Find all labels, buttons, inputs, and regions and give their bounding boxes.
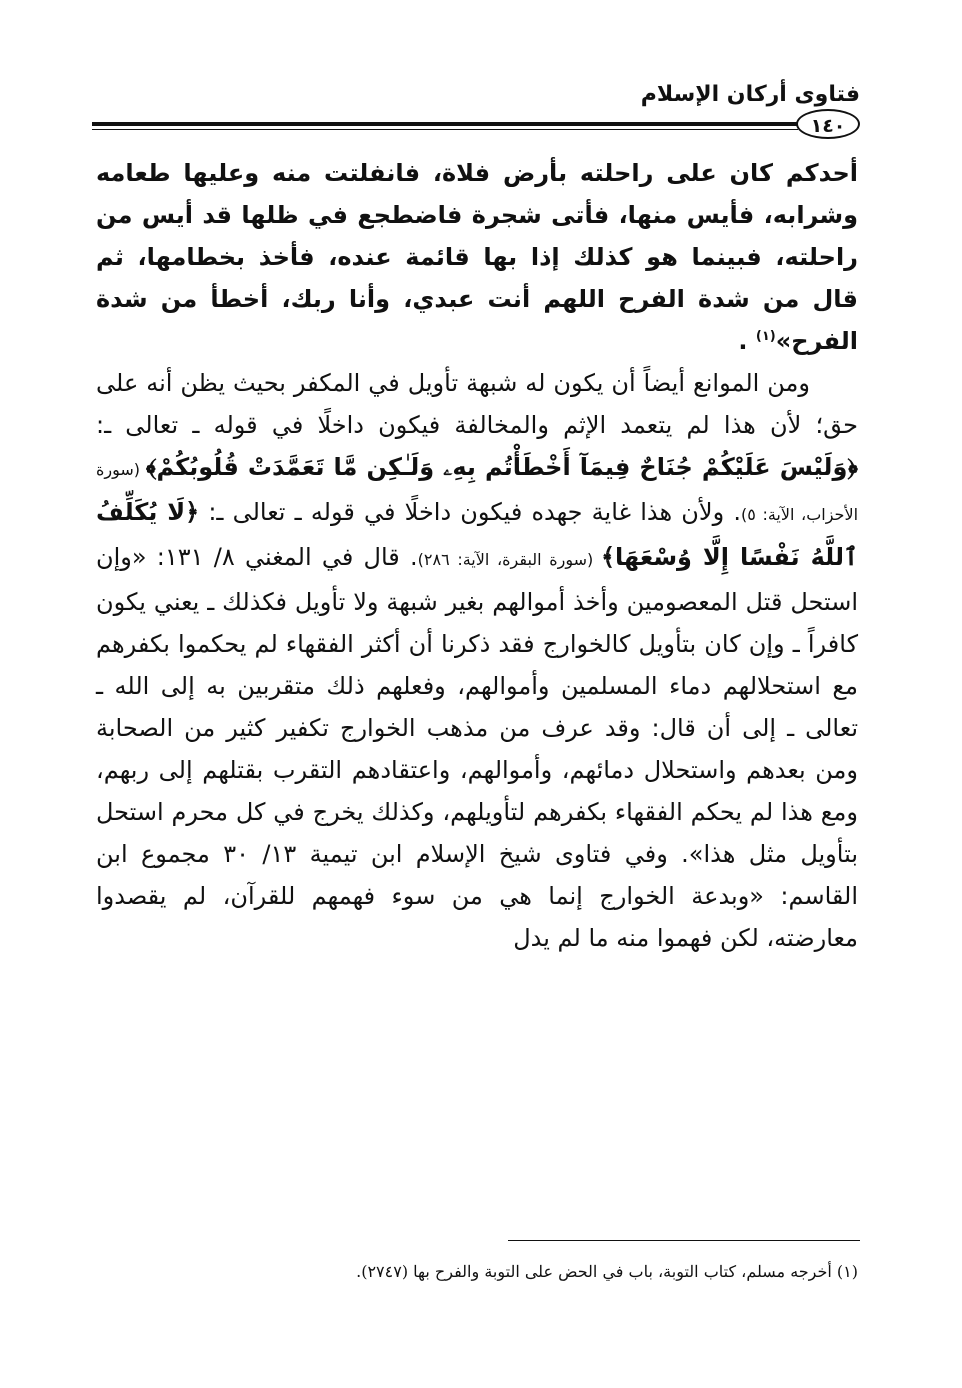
hadith-text: أحدكم كان على راحلته بأرض فلاة، فانفلتت منه وعليها طعامه وشرابه، فأيس منها، فأتى شجرة فاضطجع في ظلها قد أيس من راحلته، فبينما هو كذلك إذا بها قائمة عنده، فأخذ بخطامها، ثم قال من شدة الفرح اللهم أنت عبدي، وأنا ربك، أخطأ من شدة الفرح» — [96, 159, 858, 355]
text-segment: . قال في المغني ٨/ ١٣١: «وإن استحل قتل المعصومين وأخذ أموالهم بغير شبهة ولا تأويل فكذلك ـ يعني يكون كافراً ـ وإن كان بتأويل كالخوارج فقد ذكرنا أن أكثر الفقهاء لم يحكموا بكفرهم مع استحلالهم دماء المسلمين وأموالهم، وفعلهم ذلك متقربين به إلى الله ـ تعالى ـ إلى أن قال: وقد عرف من مذهب الخوارج تكفير كثير من الصحابة ومن بعدهم واستحلال دمائهم، وأموالهم، واعتقادهم التقرب بقتلهم إلى ربهم، ومع هذا لم يحكم الفقهاء بكفرهم لتأويلهم، وكذلك يخرج في كل محرم استحل بتأويل مثل هذا». وفي فتاوى شيخ الإسلام ابن تيمية ١٣/ ٣٠ مجموع ابن القاسم: «وبدعة الخوارج إنما هي من سوء فهمهم للقرآن، لم يقصدوا معارضته، لكن فهموا منه ما لم يدل — [96, 543, 858, 952]
verse-citation: (سورة الأحزاب، الآية: ٥) — [96, 460, 859, 524]
footnote-separator — [508, 1240, 860, 1241]
header-rule — [92, 122, 798, 126]
page-header — [92, 72, 860, 152]
header-rule-thin — [92, 129, 798, 130]
paragraph-obstacles — [96, 362, 858, 959]
main-text — [96, 152, 858, 1234]
page-number: ١٤٠ — [796, 109, 860, 139]
quran-verse: ﴿وَلَيْسَ عَلَيْكُمْ جُنَاحٌ فِيمَآ أَخْطَأْتُم بِهِۦ وَلَـٰكِن مَّا تَعَمَّدَتْ قُلُوبُكُمْ﴾ — [145, 453, 858, 481]
quran-verse: ﴿لَا يُكَلِّفُ ٱللَّهُ نَفْسًا إِلَّا وُسْعَهَا﴾ — [96, 498, 859, 571]
verse-citation: (سورة البقرة، الآية: ٢٨٦) — [417, 550, 601, 569]
text-segment: . ولأن هذا غاية جهده فيكون داخلًا في قوله ـ تعالى ـ: — [199, 498, 741, 526]
footnote: (١) أخرجه مسلم، كتاب التوبة، باب في الحض على التوبة والفرح بها (٢٧٤٧). — [356, 1262, 858, 1281]
footnote-reference: (١) — [755, 329, 776, 344]
running-title: فتاوى أركان الإسلام — [640, 82, 860, 107]
hadith-tail: . — [738, 327, 756, 355]
text-segment: ومن الموانع أيضاً أن يكون له شبهة تأويل في المكفر بحيث يظن أنه على حق؛ لأن هذا لم يتعمد الإثم والمخالفة فيكون داخلًا في قوله ـ تعالى ـ: — [96, 369, 858, 439]
paragraph-hadith — [96, 152, 858, 362]
